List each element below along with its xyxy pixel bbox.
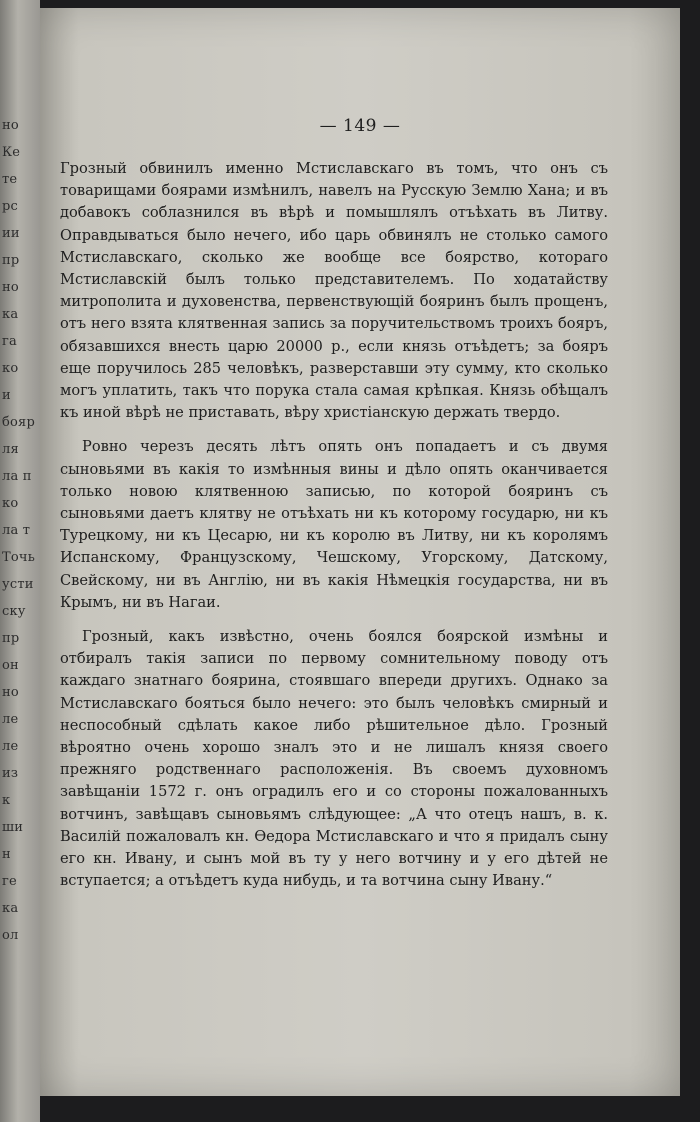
paragraph-2: Ровно черезъ десять лѣтъ опять онъ попадаетъ и съ двумя сыновьями въ какія то измѣнныя вины и дѣло опять оканчивается только новою клятвенною записью, по которой бояринъ съ сыновьями даетъ клятву не отъѣхать ни къ которому государю, ни къ Турецкому, ни къ Цесарю, ни къ королю въ Литву, ни къ королямъ Испанскому, Французскому, Чешскому, Угорскому, Датскому, Свейскому, ни въ Англію, ни въ какія Нѣмецкія государства, ни въ Крымъ, ни въ Нагаи. (60, 438, 608, 611)
left-page-fragment: из (2, 766, 19, 781)
left-page-fragment: те (2, 172, 18, 187)
left-page-fragment: к (2, 793, 11, 808)
left-page-fragment: ко (2, 496, 19, 511)
left-page-fragment: ле (2, 712, 19, 727)
left-page-fragment: усти (2, 577, 34, 592)
left-page-fragment: ла п (2, 469, 32, 484)
left-page-fragment: ко (2, 361, 19, 376)
paragraph-1: Грозный обвинилъ именно Мстиславскаго въ томъ, что онъ съ товарищами боярами измѣнилъ, навелъ на Русскую Землю Хана; и въ добавокъ соблазнился въ вѣрѣ и помышлялъ отъѣхать въ Литву. Оправдываться было нечего, ибо царь обвинялъ не столько самого Мстиславскаго, сколько же вообще все боярство, котораго Мстиславскій былъ только представителемъ. По ходатайству митрополита и духовенства, первенствующій бояринъ былъ прощенъ, отъ него взята клятвенная запись за поручительствомъ троихъ бояръ, обязавшихся внесть царю 20000 р., если князь отъѣдетъ; за бояръ еще поручилось 285 человѣкъ, разверставши эту сумму, кто сколько могъ уплатить, такъ что порука стала самая крѣпкая. Князь обѣщалъ къ иной вѣрѣ не приставать, вѣру христіанскую держать твердо. (60, 160, 608, 422)
left-page-fragment: ол (2, 928, 19, 943)
paragraph-3: Грозный, какъ извѣстно, очень боялся боярской измѣны и отбиралъ такія записи по первому сомнительному поводу отъ каждаго знатнаго боярина, стоявшаго впереди другихъ. Однако за Мстиславскаго бояться было нечего: это былъ человѣкъ смирный и неспособный сдѣлать какое либо рѣшительное дѣло. Грозный вѣроятно очень хорошо зналъ это и не лишалъ князя своего прежняго родственнаго расположенія. Въ своемъ духовномъ завѣщаніи 1572 г. онъ оградилъ его и со стороны пожалованныхъ вотчинъ, завѣщавъ сыновьямъ слѣдующее: „А что отецъ нашъ, в. к. Василій пожаловалъ кн. Өедора Мстиславскаго и что я придалъ сыну его кн. Ивану, и сынъ мой въ ту у него вотчину и у его дѣтей не вступается; а отъѣдетъ куда нибудь, и та вотчина сыну Ивану.“ (60, 628, 608, 890)
left-page-fragment: пр (2, 631, 20, 646)
left-page-fragment: пр (2, 253, 20, 268)
left-page-fragment: ии (2, 226, 20, 241)
left-page-fragment: га (2, 334, 17, 349)
left-page-fragment: но (2, 118, 19, 133)
left-page-fragment: ка (2, 901, 19, 916)
left-page-fragment: но (2, 280, 19, 295)
left-page-fragment: ге (2, 874, 17, 889)
left-page-fragment: ла т (2, 523, 31, 538)
left-page-fragment: н (2, 847, 11, 862)
left-page-fragment: и (2, 388, 11, 403)
left-page-fragment: он (2, 658, 19, 673)
left-page-fragment: ле (2, 739, 19, 754)
left-page-fragment: Точь (2, 550, 35, 565)
left-page-fragment: Ке (2, 145, 21, 160)
left-page-fragment: рс (2, 199, 19, 214)
book-page (40, 8, 680, 1096)
page-number: — 149 — (319, 116, 401, 136)
left-page-fragment: ка (2, 307, 19, 322)
left-page-fragment: ску (2, 604, 26, 619)
left-page-fragment: ши (2, 820, 24, 835)
left-page-fragment: бояр (2, 415, 35, 430)
left-page-margin (0, 0, 40, 1122)
body-text (60, 158, 608, 893)
left-page-fragment: ля (2, 442, 19, 457)
left-page-fragment: но (2, 685, 19, 700)
